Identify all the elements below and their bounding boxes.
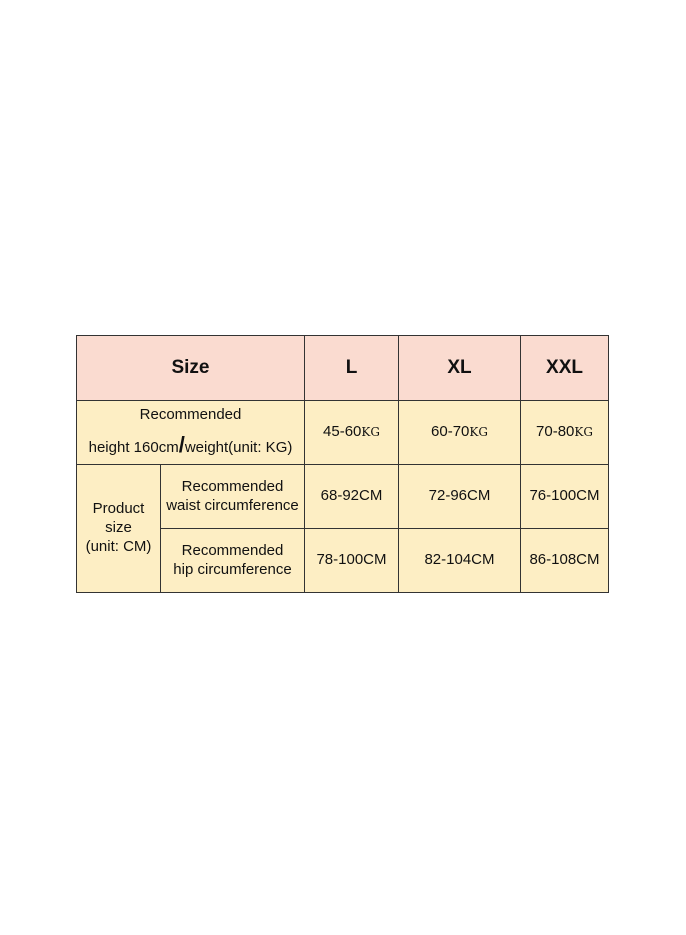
- weight-label-height: height 160cm: [88, 439, 179, 457]
- waist-label-line2: waist circumference: [166, 496, 299, 514]
- weight-label-line1: Recommended: [139, 406, 242, 424]
- waist-row: [77, 465, 609, 529]
- hip-label: [161, 529, 305, 593]
- weight-label-weight: weight(unit: KG): [184, 439, 293, 457]
- waist-value-xxl: 76-100CM: [521, 465, 609, 529]
- hip-value-xxl: 86-108CM: [521, 529, 609, 593]
- weight-value-l: [305, 401, 399, 465]
- weight-row: [77, 401, 609, 465]
- weight-range-l: 45-60: [323, 423, 362, 441]
- size-xl-header: XL: [399, 336, 521, 401]
- size-xxl-header: XXL: [521, 336, 609, 401]
- weight-unit-l: KG: [361, 425, 380, 440]
- weight-label-line2: [88, 432, 293, 458]
- header-row: [77, 336, 609, 401]
- size-chart-table: [76, 335, 609, 593]
- size-header-cell: Size: [77, 336, 305, 401]
- recommended-weight-label: [77, 401, 305, 465]
- weight-range-xl: 60-70: [431, 423, 470, 441]
- hip-label-line2: hip circumference: [173, 560, 292, 578]
- weight-value-xl: [399, 401, 521, 465]
- product-size-line2: size: [105, 519, 132, 537]
- waist-value-xl: 72-96CM: [399, 465, 521, 529]
- waist-label: [161, 465, 305, 529]
- weight-unit-xl: KG: [469, 425, 488, 440]
- waist-label-line1: Recommended: [181, 477, 284, 495]
- weight-label-slash: /: [178, 432, 185, 458]
- hip-value-l: 78-100CM: [305, 529, 399, 593]
- hip-label-line1: Recommended: [181, 541, 284, 559]
- hip-value-xl: 82-104CM: [399, 529, 521, 593]
- size-l-header: L: [305, 336, 399, 401]
- product-size-line3: (unit: CM): [85, 537, 152, 555]
- weight-value-xxl: [521, 401, 609, 465]
- weight-range-xxl: 70-80: [536, 423, 575, 441]
- waist-value-l: 68-92CM: [305, 465, 399, 529]
- product-size-label: [77, 465, 161, 593]
- product-size-line1: Product: [92, 500, 145, 518]
- weight-unit-xxl: KG: [574, 425, 593, 440]
